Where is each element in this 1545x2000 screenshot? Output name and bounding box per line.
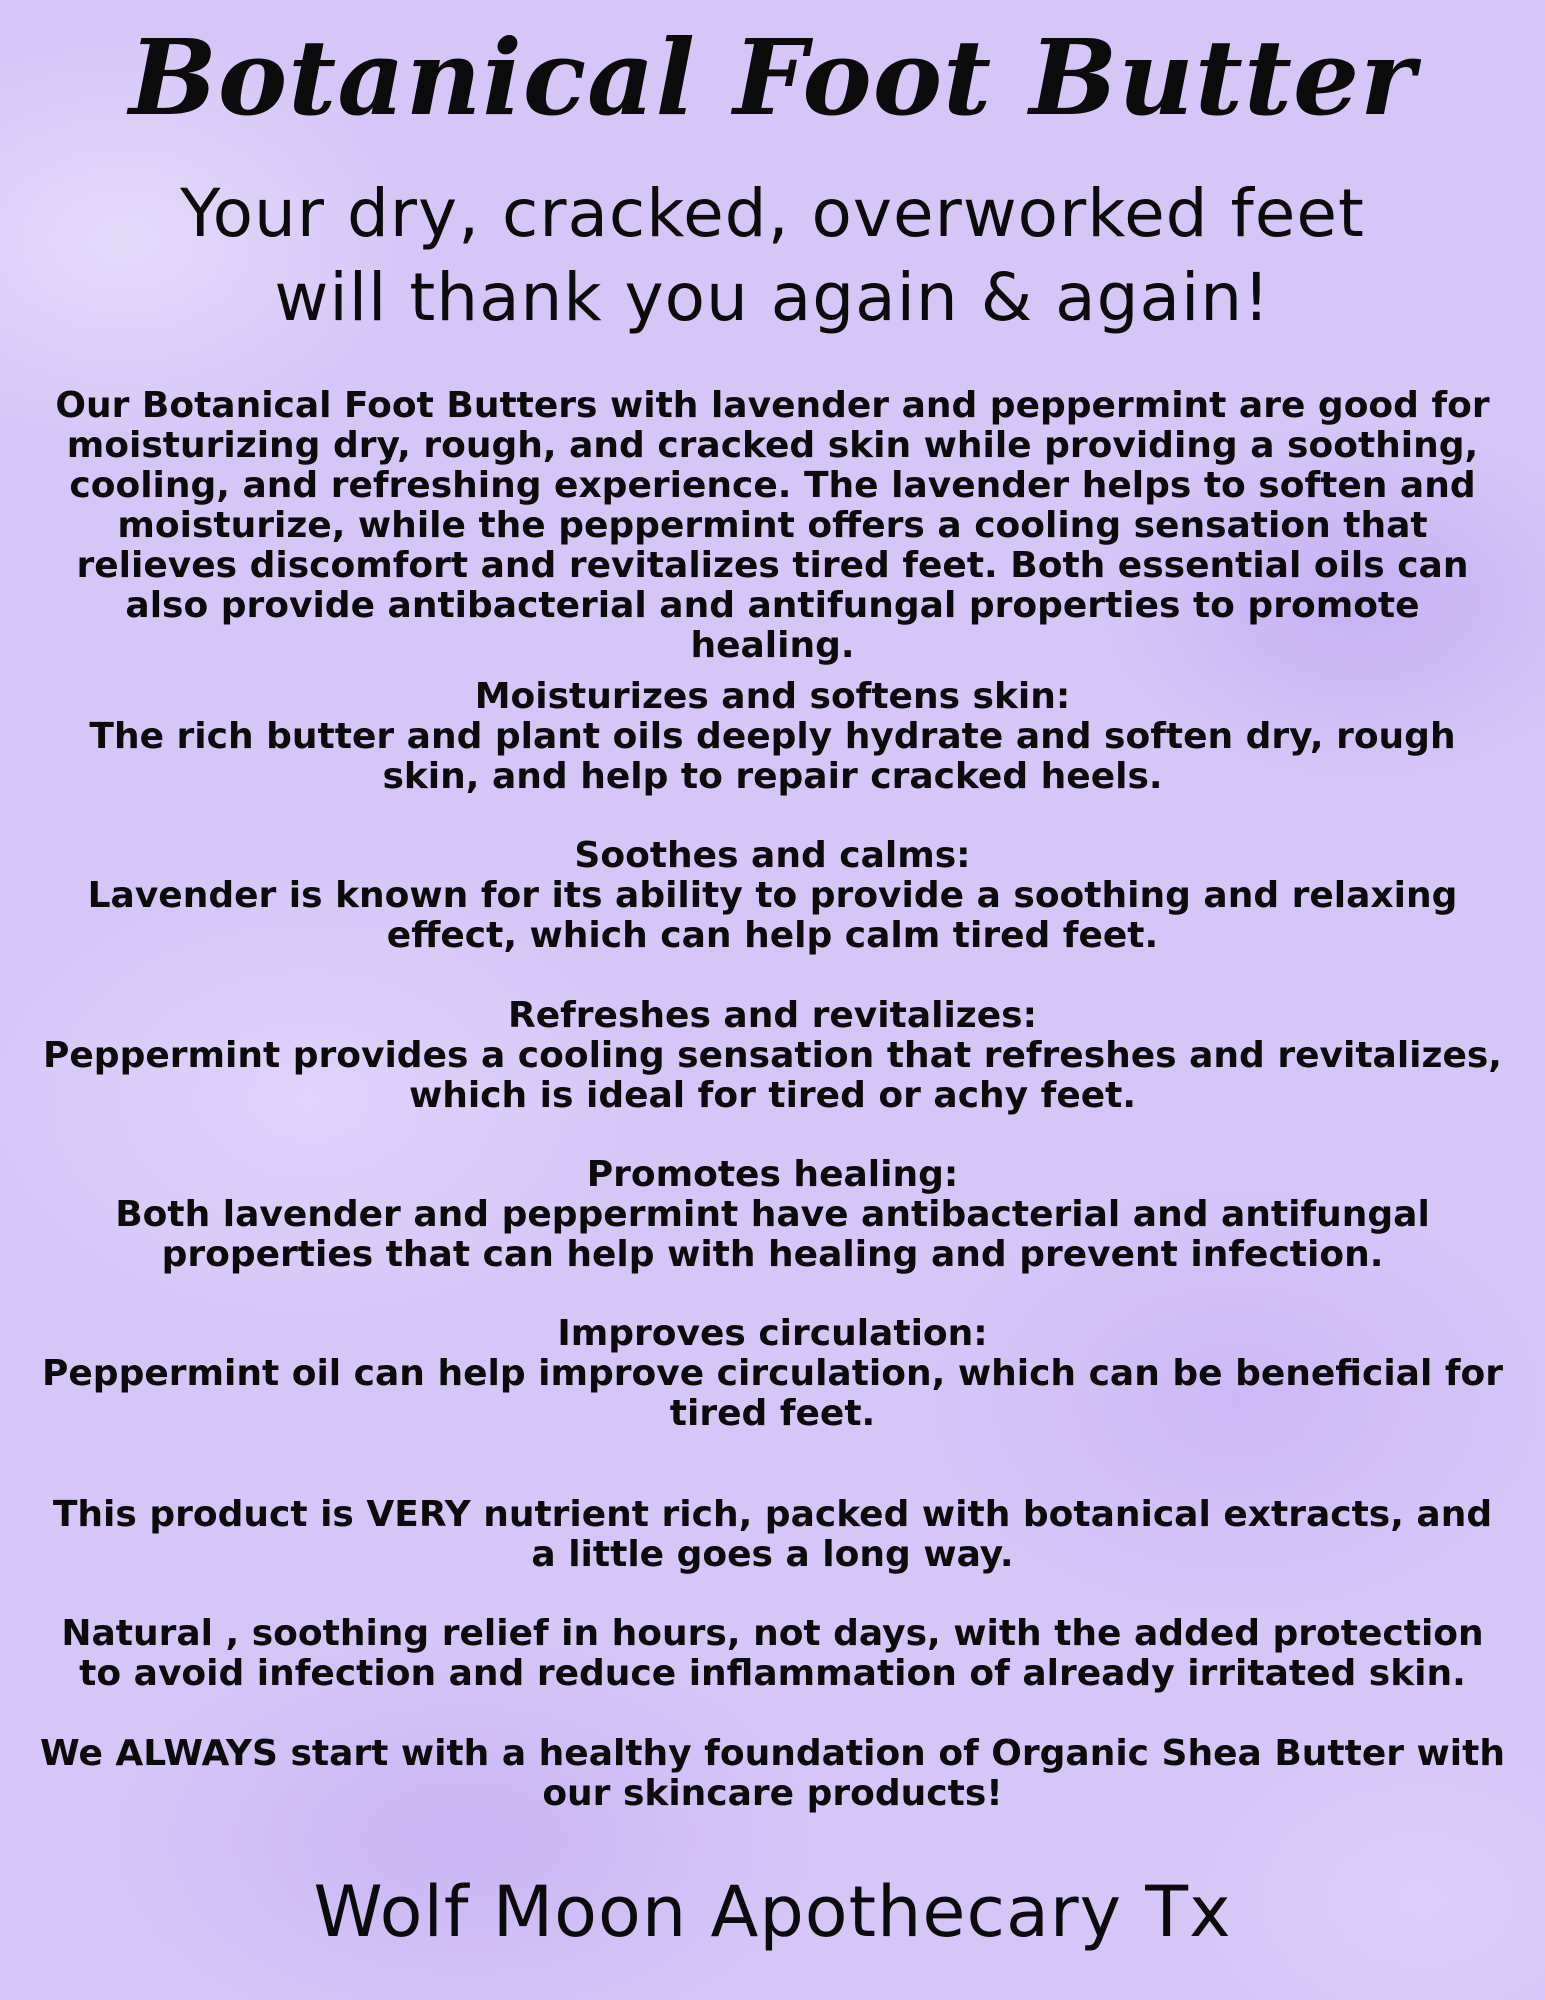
benefit-soothes xyxy=(40,836,1505,956)
benefit-heading: Improves circulation: xyxy=(557,1313,988,1354)
subtitle: Your dry, cracked, overworked feet will thank you again & again! xyxy=(180,175,1365,336)
shea-butter-paragraph: We ALWAYS start with a healthy foundation of Organic Shea Butter with our skincare products! xyxy=(40,1733,1505,1814)
benefit-text: Both lavender and peppermint have antibacterial and antifungal properties that can help with healing and prevent infection. xyxy=(115,1194,1430,1275)
intro-paragraph: Our Botanical Foot Butters with lavender and peppermint are good for moisturizing dry, rough, and cracked skin while providing a soothing, cooling, and refreshing experience. The lavender helps to soften and moisturize, while the peppermint offers a cooling sensation that relieves discomfort and revitalizes tired feet. Both essential oils can also provide antibacterial and antifungal properties to promote healing. xyxy=(55,385,1490,666)
benefit-healing xyxy=(40,1155,1505,1275)
benefit-text: Lavender is known for its ability to provide a soothing and relaxing effect, which can help calm tired feet. xyxy=(87,875,1458,956)
benefit-text: Peppermint oil can help improve circulation, which can be beneficial for tired feet. xyxy=(42,1353,1503,1434)
benefit-text: Peppermint provides a cooling sensation that refreshes and revitalizes, which is ideal for tired or achy feet. xyxy=(43,1035,1502,1116)
relief-paragraph: Natural , soothing relief in hours, not days, with the added protection to avoid infection and reduce inflammation of already irritated skin. xyxy=(61,1613,1484,1694)
benefit-moisturizes xyxy=(40,677,1505,797)
nutrient-paragraph: This product is VERY nutrient rich, packed with botanical extracts, and a little goes a long way. xyxy=(52,1494,1493,1575)
benefit-heading: Promotes healing: xyxy=(586,1154,959,1195)
brand-name: Wolf Moon Apothecary Tx xyxy=(313,1871,1232,1953)
benefit-refreshes xyxy=(40,996,1505,1116)
page-title: Botanical Foot Butter xyxy=(129,16,1416,139)
benefit-heading: Soothes and calms: xyxy=(574,835,971,876)
benefit-heading: Refreshes and revitalizes: xyxy=(508,995,1037,1036)
benefit-text: The rich butter and plant oils deeply hydrate and soften dry, rough skin, and help to repair cracked heels. xyxy=(89,716,1456,797)
benefit-heading: Moisturizes and softens skin: xyxy=(474,676,1071,717)
benefit-circulation xyxy=(40,1314,1505,1434)
